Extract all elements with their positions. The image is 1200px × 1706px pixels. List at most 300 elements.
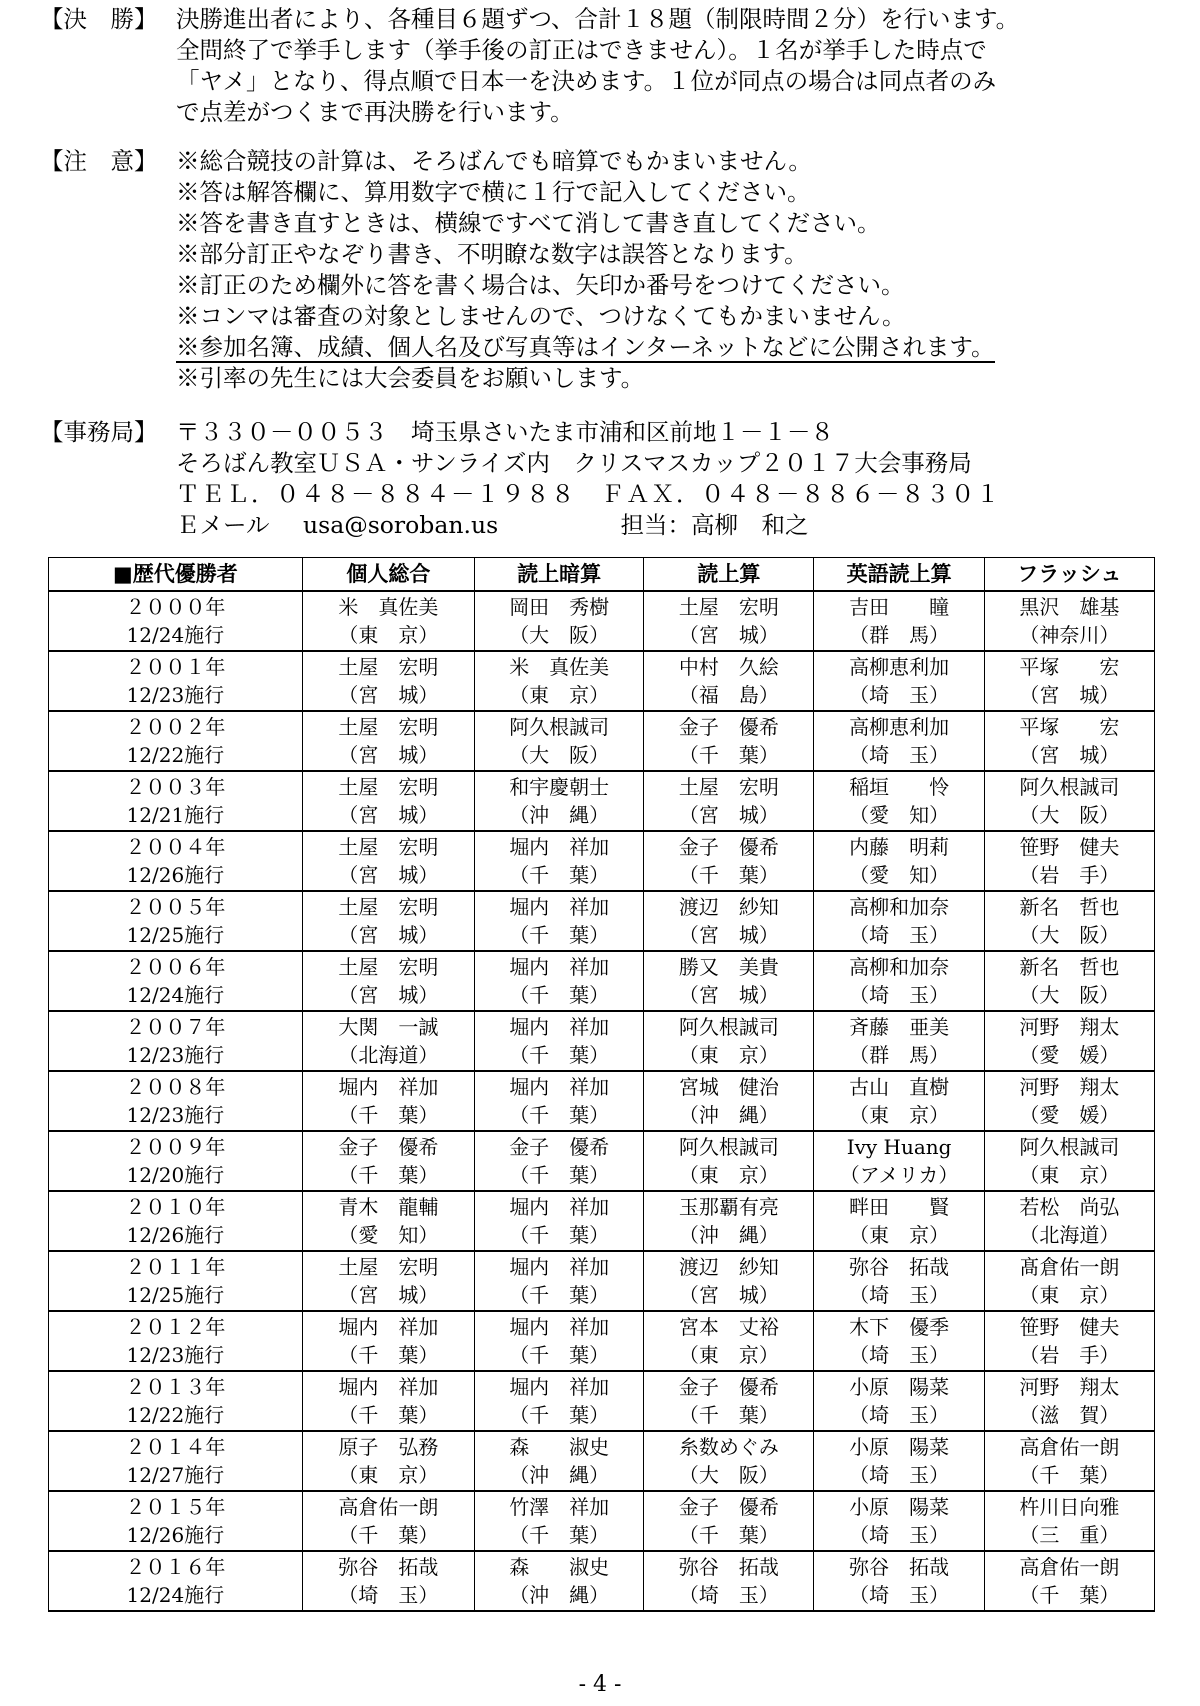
winner-cell xyxy=(475,591,644,651)
winner-cell xyxy=(475,1371,644,1431)
year: ２００５年 xyxy=(125,895,226,919)
note-item: ※引率の先生には大会委員をお願いします。 xyxy=(176,364,645,392)
held-date: 12/21施行 xyxy=(126,803,225,827)
held-date: 12/24施行 xyxy=(126,983,225,1007)
table-row xyxy=(49,1011,1155,1071)
winner-cell xyxy=(984,951,1154,1011)
held-date: 12/25施行 xyxy=(126,1283,225,1307)
winner-name: 吉田 瞳 xyxy=(849,595,950,619)
winner-cell xyxy=(814,1011,984,1071)
winner-name: 若松 尚弘 xyxy=(1019,1195,1120,1219)
note-item-underlined xyxy=(176,332,1186,363)
winner-prefecture: （千 葉） xyxy=(509,863,610,887)
winner-prefecture: （千 葉） xyxy=(678,863,779,887)
winner-name: 阿久根誠司 xyxy=(678,1135,779,1159)
office-label: 【事務局】 xyxy=(40,418,158,446)
winner-cell xyxy=(475,711,644,771)
year: ２００７年 xyxy=(125,1015,226,1039)
table-row xyxy=(49,1191,1155,1251)
winner-cell xyxy=(302,1431,474,1491)
winner-cell xyxy=(302,1131,474,1191)
winner-cell xyxy=(984,831,1154,891)
winner-cell xyxy=(302,771,474,831)
winner-name: 金子 優希 xyxy=(678,835,779,859)
held-date: 12/23施行 xyxy=(126,1043,225,1067)
winner-prefecture: （沖 縄） xyxy=(509,803,610,827)
table-row xyxy=(49,771,1155,831)
winner-prefecture: （愛 知） xyxy=(849,863,950,887)
winner-cell xyxy=(644,1311,814,1371)
winner-cell xyxy=(302,651,474,711)
winner-cell xyxy=(302,591,474,651)
note-item: ※答を書き直すときは、横線ですべて消して書き直してください。 xyxy=(176,209,881,237)
table-row xyxy=(49,1431,1155,1491)
year-cell xyxy=(49,651,303,711)
held-date: 12/22施行 xyxy=(126,743,225,767)
winner-cell xyxy=(475,651,644,711)
winner-cell xyxy=(644,1071,814,1131)
held-date: 12/24施行 xyxy=(126,623,225,647)
table-row xyxy=(49,951,1155,1011)
note-item: ※答は解答欄に、算用数字で横に１行で記入してください。 xyxy=(176,178,811,206)
winner-prefecture: （東 京） xyxy=(678,1163,779,1187)
winner-prefecture: （岩 手） xyxy=(1019,1343,1120,1367)
winner-cell xyxy=(644,951,814,1011)
winner-name: 和宇慶朝士 xyxy=(509,775,610,799)
winner-name: 堀内 祥加 xyxy=(509,1015,610,1039)
winner-prefecture: （北海道） xyxy=(338,1043,439,1067)
notes-label: 【注 意】 xyxy=(40,147,158,175)
note-item: ※総合競技の計算は、そろばんでも暗算でもかまいません。 xyxy=(176,147,812,175)
winner-name: 杵川日向雅 xyxy=(1019,1495,1120,1519)
table-row xyxy=(49,651,1155,711)
final-round-text xyxy=(176,4,1186,128)
year: ２０１６年 xyxy=(125,1555,226,1579)
winner-prefecture: （東 京） xyxy=(849,1223,950,1247)
table-row xyxy=(49,1491,1155,1551)
winner-name: 髙倉佑一朗 xyxy=(1019,1255,1120,1279)
winner-prefecture: （千 葉） xyxy=(678,743,779,767)
winner-name: 阿久根誠司 xyxy=(1019,1135,1120,1159)
winner-cell xyxy=(984,1311,1154,1371)
winner-cell xyxy=(475,771,644,831)
held-date: 12/23施行 xyxy=(126,1103,225,1127)
final-round-line: 決勝進出者により、各種目６題ずつ、合計１８題（制限時間２分）を行います。 xyxy=(176,5,1020,33)
winner-name: 内藤 明莉 xyxy=(849,835,950,859)
winner-name: 木下 優季 xyxy=(849,1315,950,1339)
winner-cell xyxy=(984,1011,1154,1071)
winner-prefecture: （千 葉） xyxy=(509,923,610,947)
winner-cell xyxy=(302,951,474,1011)
held-date: 12/26施行 xyxy=(126,863,225,887)
winner-name: 高倉佑一朗 xyxy=(1019,1555,1120,1579)
privacy-notice: ※参加名簿、成績、個人名及び写真等はインターネットなどに公開されます。 xyxy=(176,333,995,361)
year: ２００１年 xyxy=(125,655,226,679)
winner-name: 笹野 健夫 xyxy=(1019,835,1120,859)
year-cell xyxy=(49,1131,303,1191)
winner-name: 黒沢 雄基 xyxy=(1019,595,1120,619)
winner-prefecture: （大 阪） xyxy=(509,623,610,647)
winner-cell xyxy=(475,891,644,951)
winner-prefecture: （大 阪） xyxy=(1019,803,1120,827)
table-row xyxy=(49,1371,1155,1431)
office-tel-fax: ＴＥＬ．０４８－８８４－１９８８ ＦＡＸ．０４８－８８６－８３０１ xyxy=(176,480,1001,508)
winner-prefecture: （アメリカ） xyxy=(839,1163,959,1187)
winner-cell xyxy=(644,891,814,951)
winner-prefecture: （沖 縄） xyxy=(678,1223,779,1247)
winner-cell xyxy=(302,1191,474,1251)
year: ２０１５年 xyxy=(125,1495,226,1519)
winner-cell xyxy=(984,651,1154,711)
winner-cell xyxy=(814,1131,984,1191)
winner-name: 土屋 宏明 xyxy=(338,955,439,979)
year: ２００４年 xyxy=(125,835,226,859)
winner-prefecture: （大 阪） xyxy=(1019,923,1120,947)
header-reading-calc: 読上算 xyxy=(644,558,814,592)
winner-cell xyxy=(984,711,1154,771)
winner-prefecture: （千 葉） xyxy=(509,1283,610,1307)
winner-prefecture: （愛 媛） xyxy=(1019,1103,1120,1127)
winner-name: 堀内 祥加 xyxy=(509,1375,610,1399)
winner-name: 米 真佐美 xyxy=(509,655,610,679)
header-mental-reading: 読上暗算 xyxy=(475,558,644,592)
year: ２０１３年 xyxy=(125,1375,226,1399)
table-row xyxy=(49,1131,1155,1191)
winner-cell xyxy=(814,891,984,951)
held-date: 12/26施行 xyxy=(126,1223,225,1247)
winner-name: 土屋 宏明 xyxy=(338,1255,439,1279)
winner-cell xyxy=(475,951,644,1011)
winner-name: 原子 弘務 xyxy=(338,1435,439,1459)
winner-prefecture: （千 葉） xyxy=(678,1523,779,1547)
held-date: 12/24施行 xyxy=(126,1583,225,1607)
winner-prefecture: （宮 城） xyxy=(338,923,439,947)
winner-cell xyxy=(814,651,984,711)
winner-prefecture: （三 重） xyxy=(1019,1523,1120,1547)
office-details xyxy=(176,417,1186,541)
winner-cell xyxy=(475,1551,644,1611)
winner-prefecture: （東 京） xyxy=(678,1043,779,1067)
winner-prefecture: （宮 城） xyxy=(1019,743,1120,767)
year-cell xyxy=(49,951,303,1011)
winner-prefecture: （大 阪） xyxy=(1019,983,1120,1007)
winner-prefecture: （埼 玉） xyxy=(849,1283,950,1307)
winner-prefecture: （千 葉） xyxy=(338,1343,439,1367)
email-address[interactable]: usa@soroban.us xyxy=(303,511,499,539)
held-date: 12/27施行 xyxy=(126,1463,225,1487)
winner-name: 弥谷 拓哉 xyxy=(678,1555,779,1579)
winner-name: 堀内 祥加 xyxy=(509,955,610,979)
winner-cell xyxy=(814,1431,984,1491)
winner-name: 土屋 宏明 xyxy=(678,595,779,619)
winner-cell xyxy=(644,591,814,651)
winner-name: 土屋 宏明 xyxy=(678,775,779,799)
winner-prefecture: （沖 縄） xyxy=(509,1583,610,1607)
winner-cell xyxy=(814,711,984,771)
winner-name: 渡辺 紗知 xyxy=(678,895,779,919)
winner-prefecture: （滋 賀） xyxy=(1019,1403,1120,1427)
table-row xyxy=(49,1311,1155,1371)
winner-cell xyxy=(814,771,984,831)
winner-name: 阿久根誠司 xyxy=(509,715,610,739)
winner-name: 高倉佑一朗 xyxy=(338,1495,439,1519)
winner-cell xyxy=(644,1251,814,1311)
winner-name: 金子 優希 xyxy=(338,1135,439,1159)
year-cell xyxy=(49,1011,303,1071)
winner-cell xyxy=(984,891,1154,951)
winner-name: 堀内 祥加 xyxy=(509,1315,610,1339)
winner-prefecture: （埼 玉） xyxy=(849,983,950,1007)
winner-prefecture: （千 葉） xyxy=(338,1163,439,1187)
winner-prefecture: （埼 玉） xyxy=(849,743,950,767)
winner-cell xyxy=(302,1311,474,1371)
final-round-label: 【決 勝】 xyxy=(40,5,158,33)
winner-cell xyxy=(984,1251,1154,1311)
winner-cell xyxy=(644,1491,814,1551)
office-org: そろばん教室ＵＳＡ・サンライズ内 クリスマスカップ２０１７大会事務局 xyxy=(176,449,972,477)
year-cell xyxy=(49,711,303,771)
winner-prefecture: （宮 城） xyxy=(678,923,779,947)
winner-cell xyxy=(644,831,814,891)
office-email-row xyxy=(176,510,1186,541)
winner-prefecture: （宮 城） xyxy=(338,683,439,707)
year: ２００３年 xyxy=(125,775,226,799)
winner-name: 高倉佑一朗 xyxy=(1019,1435,1120,1459)
year-cell xyxy=(49,1191,303,1251)
winner-prefecture: （千 葉） xyxy=(338,1103,439,1127)
year: ２００９年 xyxy=(125,1135,226,1159)
winner-name: 小原 陽菜 xyxy=(849,1435,950,1459)
winner-prefecture: （千 葉） xyxy=(338,1403,439,1427)
winner-prefecture: （宮 城） xyxy=(678,803,779,827)
winner-prefecture: （群 馬） xyxy=(849,623,950,647)
winner-name: 宮本 丈裕 xyxy=(678,1315,779,1339)
held-date: 12/22施行 xyxy=(126,1403,225,1427)
winner-cell xyxy=(644,1431,814,1491)
winner-name: 高柳和加奈 xyxy=(849,895,950,919)
winner-prefecture: （東 京） xyxy=(338,623,439,647)
table-row xyxy=(49,1551,1155,1611)
winner-name: 河野 翔太 xyxy=(1019,1015,1120,1039)
winner-prefecture: （東 京） xyxy=(849,1103,950,1127)
office-address: 〒３３０－００５３ 埼玉県さいたま市浦和区前地１－１－８ xyxy=(176,418,834,446)
winner-name: 阿久根誠司 xyxy=(1019,775,1120,799)
winner-name: 平塚 宏 xyxy=(1019,715,1120,739)
held-date: 12/26施行 xyxy=(126,1523,225,1547)
winner-name: 玉那覇有亮 xyxy=(678,1195,779,1219)
winner-cell xyxy=(302,711,474,771)
winner-cell xyxy=(984,591,1154,651)
winner-name: 高柳恵利加 xyxy=(849,715,950,739)
year: ２００２年 xyxy=(125,715,226,739)
winner-name: 金子 優希 xyxy=(509,1135,610,1159)
winner-name: 堀内 祥加 xyxy=(509,835,610,859)
page-number: - 4 - xyxy=(578,1672,622,1697)
header-individual-overall: 個人総合 xyxy=(302,558,474,592)
winner-cell xyxy=(475,1011,644,1071)
winner-name: 小原 陽菜 xyxy=(849,1375,950,1399)
winner-name: 阿久根誠司 xyxy=(678,1015,779,1039)
winner-name: 堀内 祥加 xyxy=(509,1255,610,1279)
table-row xyxy=(49,711,1155,771)
winner-name: 渡辺 紗知 xyxy=(678,1255,779,1279)
winner-prefecture: （愛 知） xyxy=(338,1223,439,1247)
winners-body xyxy=(49,591,1155,1611)
winner-cell xyxy=(644,771,814,831)
winner-name: 金子 優希 xyxy=(678,715,779,739)
winner-prefecture: （埼 玉） xyxy=(849,683,950,707)
year: ２０１１年 xyxy=(125,1255,226,1279)
winner-cell xyxy=(984,1191,1154,1251)
winner-prefecture: （千 葉） xyxy=(678,1403,779,1427)
year-cell xyxy=(49,1311,303,1371)
winner-cell xyxy=(302,1251,474,1311)
winner-name: 土屋 宏明 xyxy=(338,835,439,859)
winner-prefecture: （岩 手） xyxy=(1019,863,1120,887)
year-cell xyxy=(49,1071,303,1131)
winner-cell xyxy=(814,1551,984,1611)
winner-prefecture: （東 京） xyxy=(509,683,610,707)
winner-prefecture: （千 葉） xyxy=(509,1523,610,1547)
winner-name: 森 淑史 xyxy=(509,1435,610,1459)
header-english-reading: 英語読上算 xyxy=(814,558,984,592)
winner-prefecture: （埼 玉） xyxy=(849,923,950,947)
winner-name: 土屋 宏明 xyxy=(338,775,439,799)
year-cell xyxy=(49,591,303,651)
winner-cell xyxy=(475,1191,644,1251)
winner-cell xyxy=(814,1071,984,1131)
year: ２００６年 xyxy=(125,955,226,979)
winner-name: 平塚 宏 xyxy=(1019,655,1120,679)
winner-name: Ivy Huang xyxy=(846,1135,952,1159)
winner-cell xyxy=(984,1431,1154,1491)
winner-prefecture: （千 葉） xyxy=(1019,1463,1120,1487)
held-date: 12/23施行 xyxy=(126,683,225,707)
year-cell xyxy=(49,1251,303,1311)
winner-prefecture: （埼 玉） xyxy=(849,1343,950,1367)
winner-name: 堀内 祥加 xyxy=(509,1075,610,1099)
header-flash: フラッシュ xyxy=(984,558,1154,592)
table-row xyxy=(49,831,1155,891)
winner-name: 森 淑史 xyxy=(509,1555,610,1579)
winner-cell xyxy=(814,1251,984,1311)
winner-name: 堀内 祥加 xyxy=(338,1315,439,1339)
notes-list xyxy=(176,146,1186,394)
table-row xyxy=(49,1251,1155,1311)
winner-name: 弥谷 拓哉 xyxy=(338,1555,439,1579)
winner-name: 稲垣 怜 xyxy=(849,775,950,799)
winner-name: 弥谷 拓哉 xyxy=(849,1255,950,1279)
winner-cell xyxy=(814,1491,984,1551)
winner-prefecture: （千 葉） xyxy=(338,1523,439,1547)
winner-cell xyxy=(475,1491,644,1551)
year-cell xyxy=(49,891,303,951)
year-cell xyxy=(49,1551,303,1611)
winner-prefecture: （群 馬） xyxy=(849,1043,950,1067)
winner-name: 高柳和加奈 xyxy=(849,955,950,979)
year-cell xyxy=(49,771,303,831)
winner-name: 新名 哲也 xyxy=(1019,895,1120,919)
winner-cell xyxy=(984,1371,1154,1431)
winner-cell xyxy=(984,1131,1154,1191)
winner-cell xyxy=(644,1551,814,1611)
winner-prefecture: （埼 玉） xyxy=(849,1463,950,1487)
winner-prefecture: （宮 城） xyxy=(678,983,779,1007)
winner-cell xyxy=(302,1071,474,1131)
winner-cell xyxy=(644,1011,814,1071)
winner-cell xyxy=(644,1131,814,1191)
winner-prefecture: （宮 城） xyxy=(678,623,779,647)
winner-prefecture: （埼 玉） xyxy=(849,1403,950,1427)
winner-name: 小原 陽菜 xyxy=(849,1495,950,1519)
winner-name: 斉藤 亜美 xyxy=(849,1015,950,1039)
winner-prefecture: （愛 知） xyxy=(849,803,950,827)
winner-prefecture: （沖 縄） xyxy=(678,1103,779,1127)
winner-prefecture: （東 京） xyxy=(1019,1163,1120,1187)
winner-cell xyxy=(302,831,474,891)
note-item: ※訂正のため欄外に答を書く場合は、矢印か番号をつけてください。 xyxy=(176,271,905,299)
winner-cell xyxy=(984,1551,1154,1611)
winner-cell xyxy=(302,1551,474,1611)
winner-cell xyxy=(475,1071,644,1131)
winner-prefecture: （宮 城） xyxy=(338,983,439,1007)
year-cell xyxy=(49,831,303,891)
winner-prefecture: （神奈川） xyxy=(1019,623,1120,647)
header-past-winners: ■歴代優勝者 xyxy=(49,558,303,592)
year-cell xyxy=(49,1371,303,1431)
contact-person: 担当：高柳 和之 xyxy=(620,511,809,539)
winner-prefecture: （東 京） xyxy=(1019,1283,1120,1307)
winner-prefecture: （埼 玉） xyxy=(849,1523,950,1547)
table-row xyxy=(49,891,1155,951)
winner-cell xyxy=(302,1491,474,1551)
winner-name: 岡田 秀樹 xyxy=(509,595,610,619)
winner-name: 青木 龍輔 xyxy=(338,1195,439,1219)
year: ２００８年 xyxy=(125,1075,226,1099)
winner-name: 金子 優希 xyxy=(678,1375,779,1399)
winner-name: 大関 一誠 xyxy=(338,1015,439,1039)
email-label: Ｅメール xyxy=(176,511,270,539)
winner-prefecture: （埼 玉） xyxy=(678,1583,779,1607)
winner-cell xyxy=(302,891,474,951)
year: ２０１０年 xyxy=(125,1195,226,1219)
winner-prefecture: （埼 玉） xyxy=(849,1583,950,1607)
winner-prefecture: （埼 玉） xyxy=(338,1583,439,1607)
winner-cell xyxy=(814,831,984,891)
winner-cell xyxy=(475,831,644,891)
winner-name: 高柳恵利加 xyxy=(849,655,950,679)
winner-prefecture: （千 葉） xyxy=(509,1163,610,1187)
winner-prefecture: （東 京） xyxy=(338,1463,439,1487)
winner-name: 中村 久絵 xyxy=(678,655,779,679)
table-row xyxy=(49,1071,1155,1131)
winner-prefecture: （福 島） xyxy=(678,683,779,707)
past-winners-table xyxy=(48,557,1155,1612)
table-row xyxy=(49,591,1155,651)
winner-prefecture: （北海道） xyxy=(1019,1223,1120,1247)
winner-name: 古山 直樹 xyxy=(849,1075,950,1099)
winner-cell xyxy=(644,1191,814,1251)
winner-cell xyxy=(984,771,1154,831)
winner-name: 笹野 健夫 xyxy=(1019,1315,1120,1339)
winner-cell xyxy=(644,1371,814,1431)
winner-prefecture: （宮 城） xyxy=(338,1283,439,1307)
winner-prefecture: （宮 城） xyxy=(1019,683,1120,707)
winner-name: 土屋 宏明 xyxy=(338,655,439,679)
winner-prefecture: （大 阪） xyxy=(509,743,610,767)
winner-cell xyxy=(302,1371,474,1431)
winner-name: 土屋 宏明 xyxy=(338,715,439,739)
